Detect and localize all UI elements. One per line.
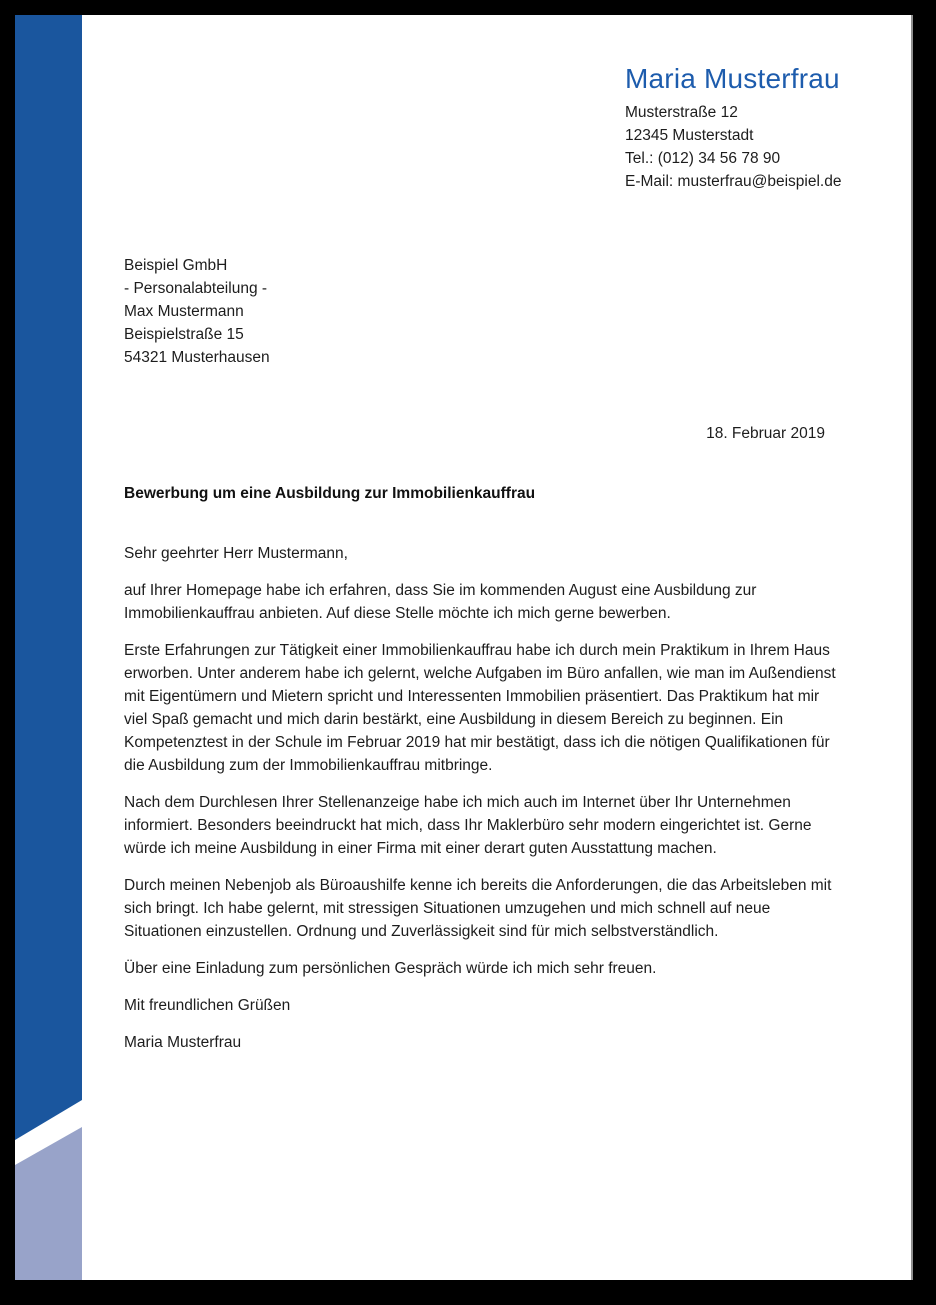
sender-email: E-Mail: musterfrau@beispiel.de xyxy=(625,173,842,190)
salutation: Sehr geehrter Herr Mustermann, xyxy=(124,545,348,562)
paragraph-company-research: Nach dem Durchlesen Ihrer Stellenanzeige habe ich mich auch im Internet über Ihr Unternehmen informiert. Besonders beeindruckt hat mich, dass Ihr Maklerbüro sehr modern eingerichtet ist. Gerne würde ich meine Ausbildung in einer Firma mit einer derart guten Ausstattung machen. xyxy=(124,794,812,857)
recipient-block xyxy=(124,254,270,369)
recipient-company: Beispiel GmbH xyxy=(124,257,228,274)
paragraph-experience: Erste Erfahrungen zur Tätigkeit einer Immobilienkauffrau habe ich durch mein Praktikum in Ihrem Haus erworben. Unter anderem habe ich gelernt, welche Aufgaben im Büro anfallen, wie man im Außendienst mit Eigentümern und Mietern spricht und Interessenten Immobilien präsentiert. Das Praktikum hat mir viel Spaß gemacht und mich darin bestärkt, eine Ausbildung in diesem Bereich zu beginnen. Ein Kompetenztest in der Schule im Februar 2019 hat mir bestätigt, dass ich die nötigen Qualifikationen für die Ausbildung zum der Immobilienkauffrau mitbringe. xyxy=(124,642,836,774)
stripe-dark-blue-segment xyxy=(15,15,82,1280)
left-accent-stripe xyxy=(15,15,82,1280)
paragraph-side-job: Durch meinen Nebenjob als Büroaushilfe kenne ich bereits die Anforderungen, die das Arbeitsleben mit sich bringt. Ich habe gelernt, mit stressigen Situationen umzugehen und mich schnell auf neue Situationen einzustellen. Ordnung und Zuverlässigkeit sind für mich selbstverständlich. xyxy=(124,877,832,940)
subject-line: Bewerbung um eine Ausbildung zur Immobilienkauffrau xyxy=(124,485,536,502)
sender-city: 12345 Musterstadt xyxy=(625,127,754,144)
sender-street: Musterstraße 12 xyxy=(625,104,738,121)
letter-page xyxy=(15,15,913,1280)
letter-date: 18. Februar 2019 xyxy=(706,425,825,442)
recipient-contact-name: Max Mustermann xyxy=(124,303,244,320)
closing-phrase: Mit freundlichen Grüßen xyxy=(124,997,291,1014)
recipient-department: - Personalabteilung - xyxy=(124,280,268,297)
signature-name: Maria Musterfrau xyxy=(124,1034,242,1051)
paragraph-invitation: Über eine Einladung zum persönlichen Gespräch würde ich mich sehr freuen. xyxy=(124,960,657,977)
paragraph-intro: auf Ihrer Homepage habe ich erfahren, dass Sie im kommenden August eine Ausbildung zur Immobilienkauffrau anbieten. Auf diese Stelle möchte ich mich gerne bewerben. xyxy=(124,582,757,622)
sender-name: Maria Musterfrau xyxy=(625,63,840,94)
recipient-city: 54321 Musterhausen xyxy=(124,349,270,366)
sender-block xyxy=(625,61,841,193)
sender-phone: Tel.: (012) 34 56 78 90 xyxy=(625,150,781,167)
letter-body xyxy=(124,542,838,1068)
recipient-street: Beispielstraße 15 xyxy=(124,326,244,343)
